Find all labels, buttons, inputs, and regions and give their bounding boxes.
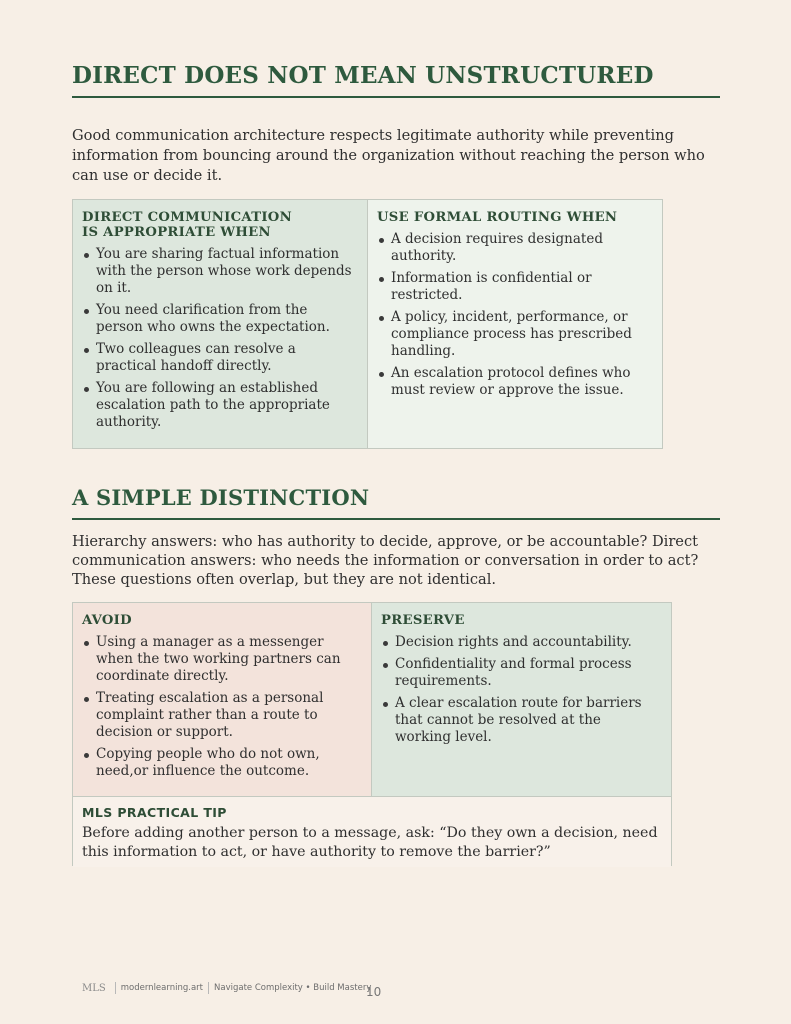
- list-item: Copying people who do not own, need,or influence the outcome.: [82, 746, 361, 780]
- tip-body: Before adding another person to a message, ask: “Do they own a decision, need this information to act, or have authority to remove the barrier?”: [82, 825, 658, 860]
- section-divider: [72, 518, 720, 520]
- avoid-preserve-row: [73, 603, 671, 797]
- section-title-distinction: A SIMPLE DISTINCTION: [72, 485, 370, 510]
- page-number: 10: [366, 985, 382, 999]
- formal-routing-panel: [368, 200, 662, 448]
- avoid-list: [82, 634, 361, 780]
- direct-list: [82, 246, 357, 431]
- list-item: Treating escalation as a personal complaint rather than a route to decision or support.: [82, 690, 361, 741]
- list-item: You need clarification from the person who owns the expectation.: [82, 302, 357, 336]
- footer-tagline: Navigate Complexity • Build Mastery: [214, 983, 372, 993]
- intro-paragraph: Good communication architecture respects legitimate authority while preventing information from bouncing around the organization without reaching the person who can use or decide it.: [72, 127, 705, 184]
- preserve-panel: [372, 603, 671, 796]
- practical-tip: [73, 797, 671, 867]
- list-item: Confidentiality and formal process requirements.: [381, 656, 661, 690]
- tip-heading: MLS PRACTICAL TIP: [82, 805, 227, 820]
- list-item: An escalation protocol defines who must review or approve the issue.: [377, 365, 652, 399]
- distinction-paragraph: Hierarchy answers: who has authority to decide, approve, or be accountable? Direct communication answers: who needs the information or conversation in order to act? These questions often overlap, but they are not identical.: [72, 533, 699, 588]
- direct-panel-heading: [82, 210, 357, 240]
- list-item: You are sharing factual information with the person whose work depends on it.: [82, 246, 357, 297]
- formal-panel-heading: USE FORMAL ROUTING WHEN: [377, 210, 618, 225]
- list-item: A decision requires designated authority.: [377, 231, 652, 265]
- list-item: Two colleagues can resolve a practical handoff directly.: [82, 341, 357, 375]
- list-item: Using a manager as a messenger when the two working partners can coordinate directly.: [82, 634, 361, 685]
- list-item: Decision rights and accountability.: [381, 634, 661, 651]
- mls-logo: MLS: [82, 982, 106, 994]
- preserve-list: [381, 634, 661, 746]
- footer-separator: [208, 982, 209, 994]
- direct-heading-line1: DIRECT COMMUNICATION: [82, 210, 292, 225]
- footer-site[interactable]: modernlearning.art: [120, 983, 203, 993]
- avoid-preserve-box: [72, 602, 672, 866]
- footer-separator: [115, 982, 116, 994]
- footer: [82, 982, 371, 994]
- direct-heading-line2: IS APPROPRIATE WHEN: [82, 225, 271, 240]
- preserve-heading: PRESERVE: [381, 613, 465, 628]
- direct-communication-panel: [73, 200, 368, 448]
- list-item: Information is confidential or restricted.: [377, 270, 652, 304]
- list-item: A policy, incident, performance, or compliance process has prescribed handling.: [377, 309, 652, 360]
- section-title-direct: DIRECT DOES NOT MEAN UNSTRUCTURED: [72, 62, 654, 89]
- avoid-panel: [73, 603, 372, 796]
- list-item: You are following an established escalation path to the appropriate authority.: [82, 380, 357, 431]
- title-divider: [72, 96, 720, 98]
- routing-comparison-box: [72, 199, 663, 449]
- formal-list: [377, 231, 652, 399]
- avoid-heading: AVOID: [82, 613, 132, 628]
- list-item: A clear escalation route for barriers that cannot be resolved at the working level.: [381, 695, 661, 746]
